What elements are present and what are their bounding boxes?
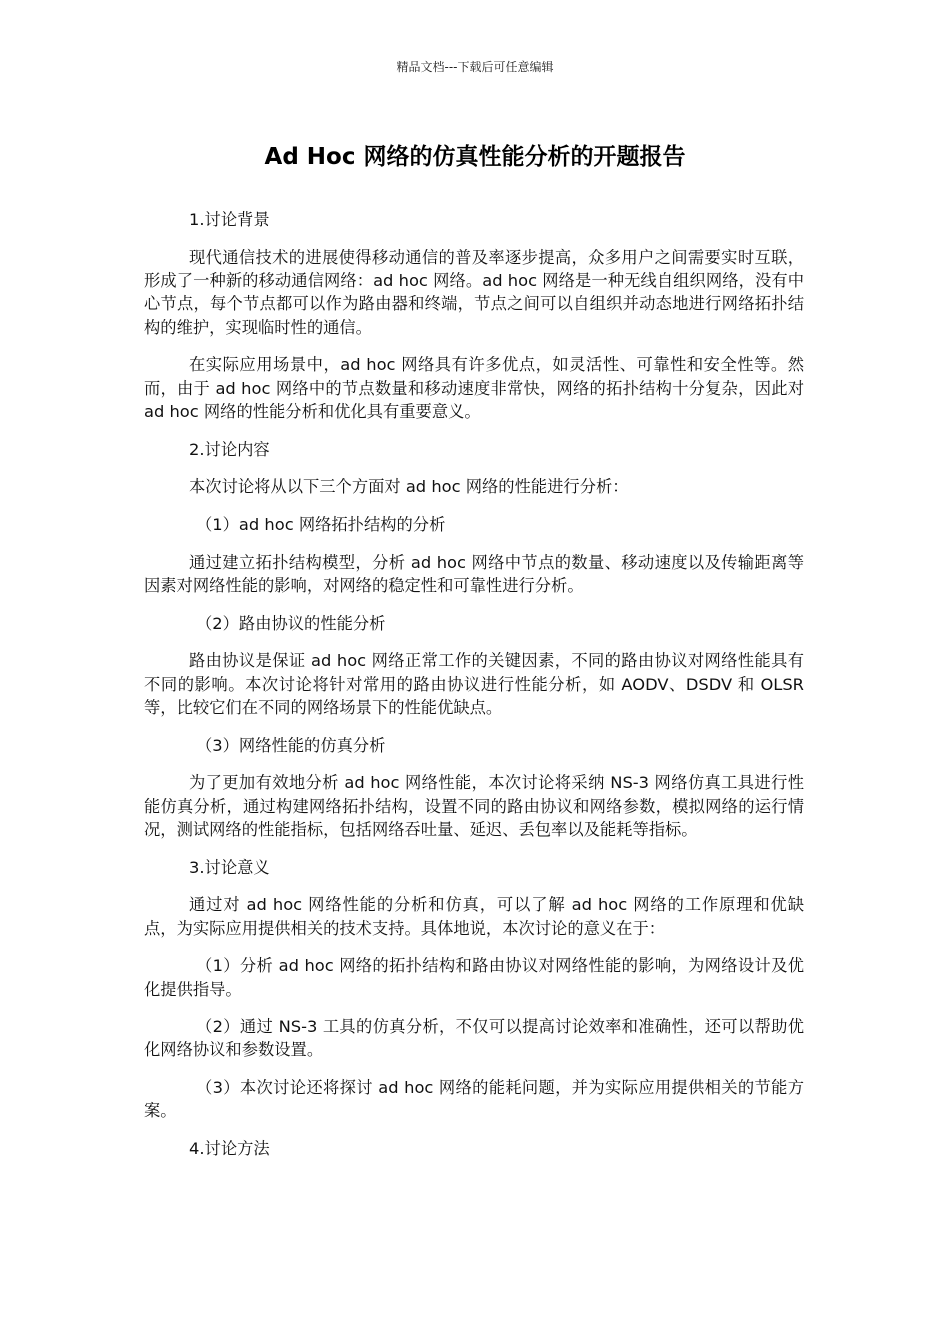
document-body xyxy=(144,208,804,1175)
significance-item-2: （2）通过 NS-3 工具的仿真分析，不仅可以提高讨论效率和准确性，还可以帮助优化网络协议和参数设置。 xyxy=(144,1017,804,1060)
section-heading-background: 1.讨论背景 xyxy=(189,210,270,229)
paragraph-background-2: 在实际应用场景中，ad hoc 网络具有许多优点，如灵活性、可靠性和安全性等。然而，由于 ad hoc 网络中的节点数量和移动速度非常快，网络的拓扑结构十分复杂，因此对 ad hoc 网络的性能分析和优化具有重要意义。 xyxy=(144,355,804,421)
section-heading-content: 2.讨论内容 xyxy=(189,439,270,459)
paragraph-significance-intro: 通过对 ad hoc 网络性能的分析和仿真，可以了解 ad hoc 网络的工作原理和优缺点，为实际应用提供相关的技术支持。具体地说，本次讨论的意义在于： xyxy=(144,895,804,938)
subheading-simulation: （3）网络性能的仿真分析 xyxy=(196,735,386,755)
page-header: 精品文档---下载后可任意编辑 xyxy=(396,60,554,74)
significance-item-3: （3）本次讨论还将探讨 ad hoc 网络的能耗问题，并为实际应用提供相关的节能方案。 xyxy=(144,1078,804,1121)
paragraph-simulation: 为了更加有效地分析 ad hoc 网络性能，本次讨论将采纳 NS-3 网络仿真工具进行性能仿真分析，通过构建网络拓扑结构，设置不同的路由协议和网络参数，模拟网络的运行情况，测试网络的性能指标，包括网络吞吐量、延迟、丢包率以及能耗等指标。 xyxy=(144,773,804,839)
document-title: Ad Hoc 网络的仿真性能分析的开题报告 xyxy=(264,144,686,170)
section-heading-significance: 3.讨论意义 xyxy=(189,857,270,877)
significance-item-1: （1）分析 ad hoc 网络的拓扑结构和路由协议对网络性能的影响，为网络设计及优化提供指导。 xyxy=(144,956,804,999)
section-heading-method: 4.讨论方法 xyxy=(189,1139,270,1159)
subheading-routing: （2）路由协议的性能分析 xyxy=(196,613,386,633)
subheading-topology: （1）ad hoc 网络拓扑结构的分析 xyxy=(196,514,446,534)
paragraph-background-1: 现代通信技术的进展使得移动通信的普及率逐步提高，众多用户之间需要实时互联，形成了一种新的移动通信网络：ad hoc 网络。ad hoc 网络是一种无线自组织网络，没有中心节点，每个节点都可以作为路由器和终端，节点之间可以自组织并动态地进行网络拓扑结构的维护，实现临时性的通信。 xyxy=(144,247,804,337)
paragraph-content-intro: 本次讨论将从以下三个方面对 ad hoc 网络的性能进行分析： xyxy=(189,477,629,497)
paragraph-topology: 通过建立拓扑结构模型，分析 ad hoc 网络中节点的数量、移动速度以及传输距离等因素对网络性能的影响，对网络的稳定性和可靠性进行分析。 xyxy=(144,552,804,595)
paragraph-routing: 路由协议是保证 ad hoc 网络正常工作的关键因素，不同的路由协议对网络性能具有不同的影响。本次讨论将针对常用的路由协议进行性能分析，如 AODV、DSDV 和 OLSR 等，比较它们在不同的网络场景下的性能优缺点。 xyxy=(144,651,804,717)
